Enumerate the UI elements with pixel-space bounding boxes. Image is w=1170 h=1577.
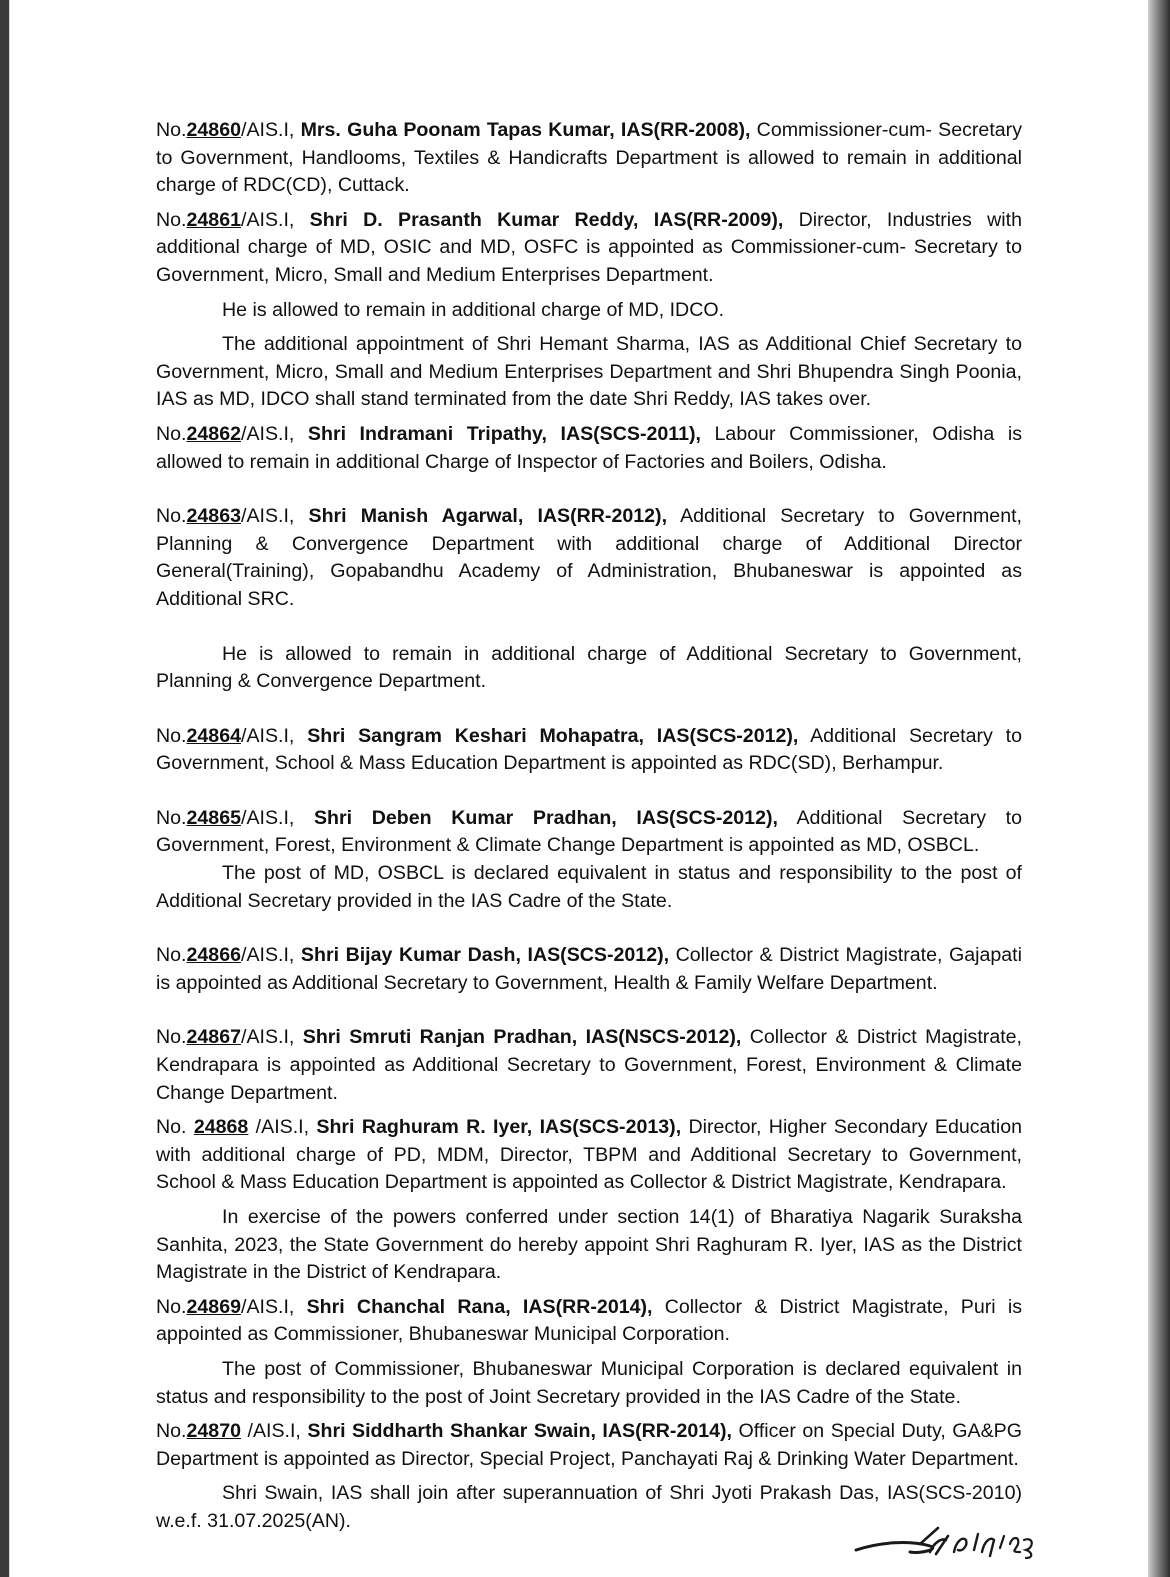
- officer-name: Shri Bijay Kumar Dash, IAS(SCS-2012),: [300, 944, 670, 967]
- order-text: Collector & District Magistrate, Kendrapara is appointed as Additional Secretary to Government, Forest, Environment & Climate Change Department.: [156, 1026, 1022, 1104]
- order-suffix: /AIS.I,: [241, 505, 309, 528]
- order-paragraph: [156, 723, 1022, 778]
- order-text: Director, Industries with additional charge of MD, OSIC and MD, OSFC is appointed as Commissioner-cum- Secretary to Government, Micro, Small and Medium Enterprises Department.: [156, 208, 1022, 286]
- order-prefix: No.: [156, 208, 187, 231]
- order-note: The post of MD, OSBCL is declared equivalent in status and responsibility to the post of Additional Secretary provided in the IAS Cadre of the State.: [156, 862, 1022, 912]
- order-paragraph: [156, 503, 1022, 613]
- officer-name: Shri Chanchal Rana, IAS(RR-2014),: [306, 1295, 653, 1318]
- order-number: 24867: [186, 1026, 241, 1049]
- officer-name: Shri Deben Kumar Pradhan, IAS(SCS-2012),: [313, 806, 778, 829]
- order-number: 24868: [193, 1116, 249, 1139]
- officer-name: Shri D. Prasanth Kumar Reddy, IAS(RR-2009),: [309, 208, 784, 231]
- order-suffix: /AIS.I,: [241, 1026, 303, 1049]
- order-note: He is allowed to remain in additional charge of MD, IDCO.: [222, 298, 725, 321]
- order-suffix: /AIS.I,: [241, 422, 308, 445]
- order-paragraph: [156, 207, 1022, 290]
- order-text: Labour Commissioner, Odisha is allowed to remain in additional Charge of Inspector of Factories and Boilers, Odisha.: [156, 422, 1022, 473]
- order-suffix: /AIS.I,: [241, 1420, 308, 1443]
- order-suffix: /AIS.I,: [241, 806, 314, 829]
- order-paragraph: [156, 117, 1022, 200]
- order-number: 24866: [186, 944, 241, 967]
- handwritten-signature: [850, 1522, 1040, 1568]
- order-text: Officer on Special Duty, GA&PG Department is appointed as Director, Special Project, Panchayati Raj & Drinking Water Department.: [156, 1420, 1022, 1470]
- order-prefix: No.: [156, 1026, 187, 1049]
- order-text: Commissioner-cum- Secretary to Government, Handlooms, Textiles & Handicrafts Department is allowed to remain in additional charge of RDC(CD), Cuttack.: [156, 119, 1022, 197]
- order-paragraph: [156, 942, 1022, 997]
- officer-name: Shri Sangram Keshari Mohapatra, IAS(SCS-2012),: [307, 724, 799, 747]
- order-note: Shri Swain, IAS shall join after superannuation of Shri Jyoti Prakash Das, IAS(SCS-2010) w.e.f. 31.07.2025(AN).: [156, 1482, 1022, 1532]
- order-prefix: No.: [156, 1295, 187, 1318]
- officer-name: Shri Raghuram R. Iyer, IAS(SCS-2013),: [316, 1116, 682, 1139]
- order-body: [156, 117, 1022, 1536]
- order-number: 24861: [186, 208, 241, 231]
- order-prefix: No.: [156, 1420, 187, 1443]
- document-page: [10, 0, 1148, 1577]
- order-prefix: No.: [156, 944, 187, 967]
- order-note: He is allowed to remain in additional charge of Additional Secretary to Government, Planning & Convergence Department.: [156, 642, 1022, 693]
- order-number: 24860: [186, 119, 241, 141]
- order-paragraph: [156, 421, 1022, 476]
- scan-edge-shadow: [1148, 0, 1170, 1577]
- officer-name: Shri Manish Agarwal, IAS(RR-2012),: [308, 505, 668, 528]
- order-note: The additional appointment of Shri Hemant Sharma, IAS as Additional Chief Secretary to Government, Micro, Small and Medium Enterprises Department and Shri Bhupendra Singh Poonia, IAS as MD, IDCO shall stand terminated from the date Shri Reddy, IAS takes over.: [156, 333, 1022, 411]
- officer-name: Shri Indramani Tripathy, IAS(SCS-2011),: [307, 422, 701, 445]
- order-text: Additional Secretary to Government, Forest, Environment & Climate Change Department is appointed as MD, OSBCL.: [156, 806, 1022, 857]
- order-prefix: No.: [156, 505, 187, 528]
- order-number: 24862: [186, 422, 241, 445]
- officer-name: Shri Smruti Ranjan Pradhan, IAS(NSCS-2012),: [302, 1026, 742, 1049]
- order-number: 24864: [186, 724, 241, 747]
- order-prefix: No.: [156, 1116, 194, 1139]
- order-number: 24870: [186, 1420, 241, 1443]
- officer-name: Shri Siddharth Shankar Swain, IAS(RR-2014),: [307, 1420, 732, 1443]
- order-text: Additional Secretary to Government, School & Mass Education Department is appointed as RDC(SD), Berhampur.: [156, 724, 1022, 775]
- order-text: Collector & District Magistrate, Gajapati is appointed as Additional Secretary to Government, Health & Family Welfare Department.: [156, 944, 1022, 994]
- order-prefix: No.: [156, 119, 187, 141]
- order-paragraph: [156, 805, 1022, 860]
- order-paragraph: [156, 1294, 1022, 1349]
- order-note: In exercise of the powers conferred under section 14(1) of Bharatiya Nagarik Suraksha Sanhita, 2023, the State Government do hereby appoint Shri Raghuram R. Iyer, IAS as the District Magistrate in the District of Kendrapara.: [156, 1206, 1022, 1284]
- order-note: The post of Commissioner, Bhubaneswar Municipal Corporation is declared equivalent in status and responsibility to the post of Joint Secretary provided in the IAS Cadre of the State.: [156, 1357, 1022, 1408]
- order-number: 24865: [186, 806, 241, 829]
- order-paragraph: [156, 1024, 1022, 1107]
- order-suffix: /AIS.I,: [248, 1116, 317, 1139]
- order-prefix: No.: [156, 806, 187, 829]
- order-suffix: /AIS.I,: [241, 944, 301, 967]
- order-number: 24863: [186, 505, 241, 528]
- order-paragraph: [156, 1418, 1022, 1473]
- order-text: Director, Higher Secondary Education with additional charge of PD, MDM, Director, TBPM and Additional Secretary to Government, School & Mass Education Department is appointed as Collector & District Magistrate, Kendrapara.: [156, 1116, 1023, 1194]
- order-suffix: /AIS.I,: [241, 1295, 307, 1318]
- order-prefix: No.: [156, 724, 187, 747]
- order-number: 24869: [186, 1295, 241, 1318]
- order-prefix: No.: [156, 422, 187, 445]
- order-suffix: /AIS.I,: [241, 119, 301, 141]
- order-text: Collector & District Magistrate, Puri is appointed as Commissioner, Bhubaneswar Municipal Corporation.: [156, 1295, 1022, 1346]
- order-suffix: /AIS.I,: [241, 208, 310, 231]
- order-paragraph: [156, 1114, 1022, 1197]
- order-suffix: /AIS.I,: [241, 724, 308, 747]
- order-text: Additional Secretary to Government, Planning & Convergence Department with additional charge of Additional Director General(Training), Gopabandhu Academy of Administration, Bhubaneswar is appointed as Additional SRC.: [156, 505, 1022, 610]
- officer-name: Mrs. Guha Poonam Tapas Kumar, IAS(RR-2008),: [300, 119, 751, 141]
